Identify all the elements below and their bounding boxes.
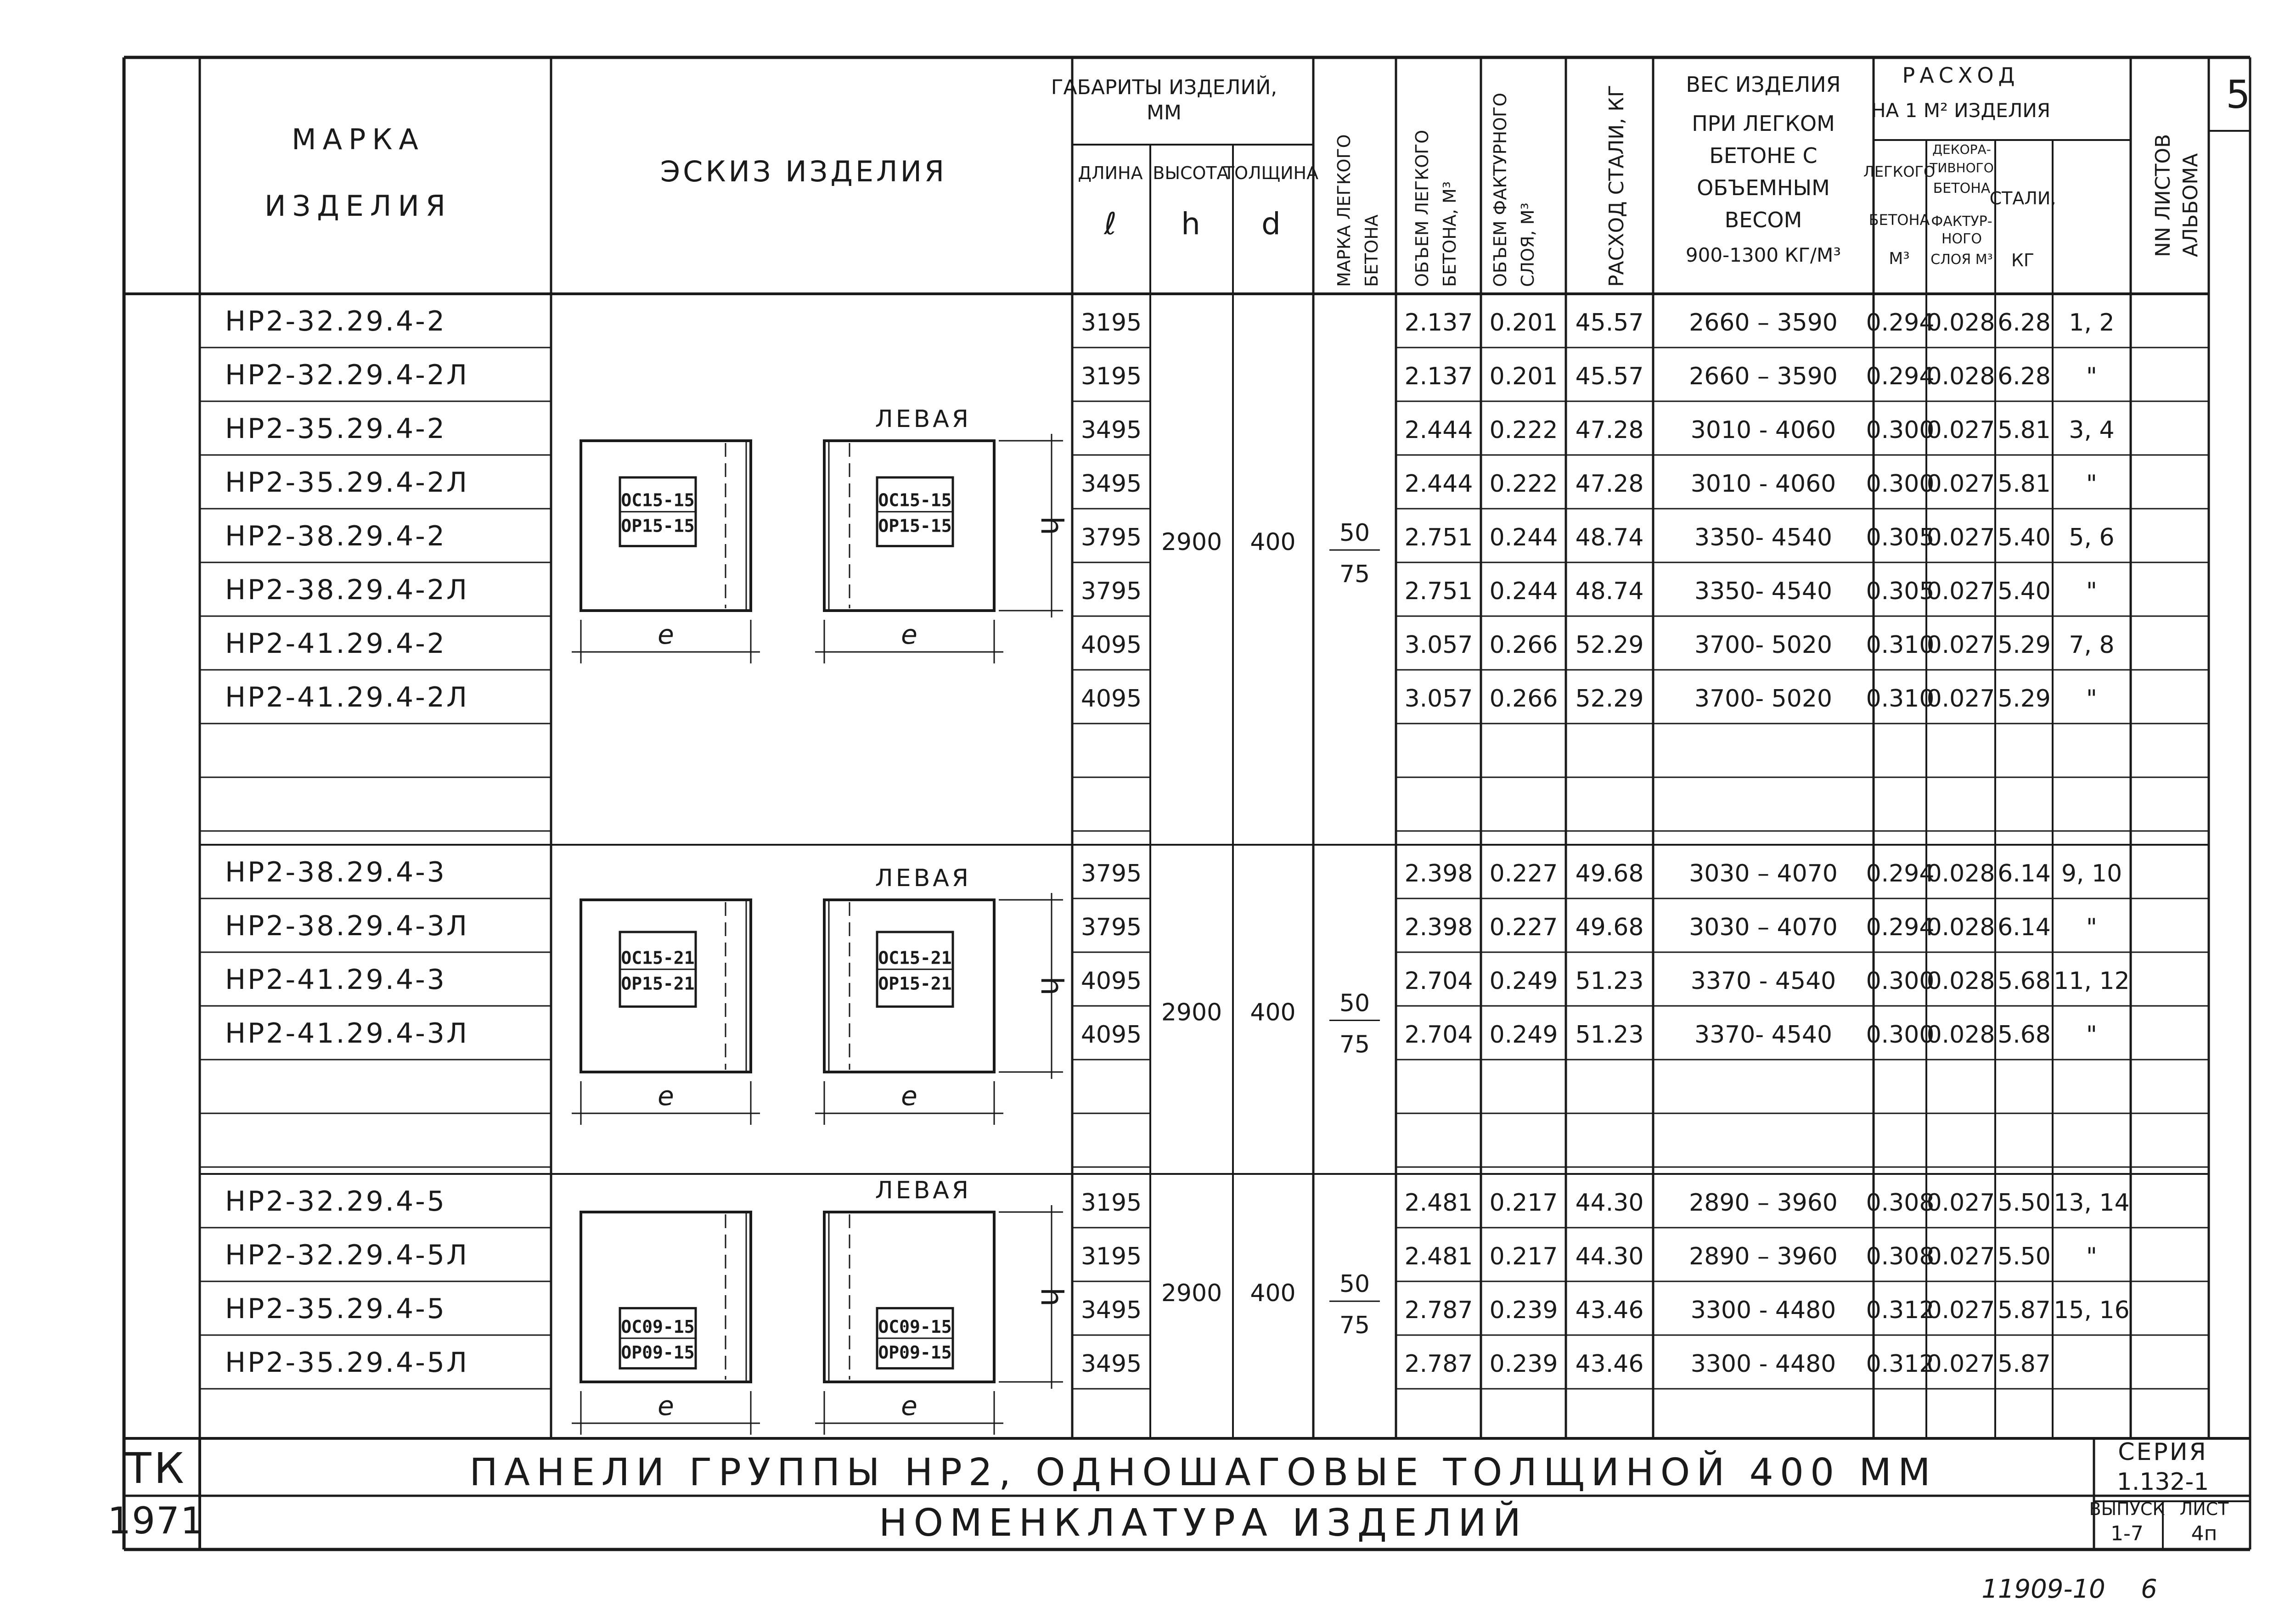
- row-facing-volume: 0.249: [1489, 1021, 1558, 1049]
- header-steel: РАСХОД СТАЛИ, КГ: [1605, 84, 1628, 287]
- table-row: [225, 1347, 2051, 1379]
- row-per-decor: 0.027: [1926, 470, 1995, 498]
- product-sketches: [572, 405, 1069, 1435]
- series-label: СЕРИЯ: [2118, 1438, 2208, 1466]
- row-steel: 44.30: [1575, 1243, 1644, 1270]
- header-grade-line1: МАРКА ЛЕГКОГО: [1334, 134, 1354, 287]
- row-per-light: 0.294: [1866, 309, 1935, 337]
- row-light-volume: 2.444: [1404, 416, 1473, 444]
- table-row: [225, 1239, 2097, 1271]
- row-light-volume: 3.057: [1404, 631, 1473, 659]
- row-length: 3495: [1080, 416, 1142, 444]
- dimension-e-label: e: [901, 1390, 917, 1421]
- group-grade-denominator: 75: [1339, 561, 1370, 588]
- row-per-steel: 5.87: [1998, 1297, 2051, 1324]
- sketch-group: [572, 1177, 1069, 1435]
- row-facing-volume: 0.222: [1489, 470, 1558, 498]
- merged-values: [1161, 519, 1380, 588]
- row-facing-volume: 0.227: [1489, 860, 1558, 887]
- dimension-h-label: h: [1034, 976, 1069, 996]
- row-per-steel: 6.28: [1998, 309, 2051, 337]
- row-light-volume: 2.481: [1404, 1189, 1473, 1217]
- row-per-decor: 0.027: [1926, 685, 1995, 713]
- row-weight: 3350- 4540: [1694, 578, 1832, 605]
- row-length: 3795: [1080, 524, 1142, 551]
- row-weight: 3370 - 4540: [1690, 967, 1836, 995]
- row-length: 4095: [1080, 631, 1142, 659]
- group-height: 2900: [1161, 999, 1222, 1027]
- row-light-volume: 2.398: [1404, 914, 1473, 941]
- row-steel: 48.74: [1575, 524, 1644, 551]
- row-per-steel: 5.68: [1998, 1021, 2051, 1049]
- row-per-decor: 0.028: [1926, 914, 1995, 941]
- row-per-steel: 6.28: [1998, 363, 2051, 390]
- window-mark-top: ОС15-15: [878, 490, 952, 511]
- row-light-volume: 2.398: [1404, 860, 1473, 887]
- row-steel: 47.28: [1575, 470, 1644, 498]
- row-per-light: 0.308: [1866, 1189, 1935, 1217]
- row-per-light: 0.300: [1866, 1021, 1935, 1049]
- row-per-decor: 0.028: [1926, 1021, 1995, 1049]
- group-grade-numerator: 50: [1339, 1270, 1370, 1298]
- row-light-volume: 2.137: [1404, 309, 1473, 337]
- row-weight: 3010 - 4060: [1690, 470, 1836, 498]
- row-per-decor: 0.027: [1926, 1243, 1995, 1270]
- header-per-m2-line1: РАСХОД: [1902, 63, 2020, 88]
- row-light-volume: 2.137: [1404, 363, 1473, 390]
- row-per-light: 0.308: [1866, 1243, 1935, 1270]
- row-mark: НР2-35.29.4-2: [225, 413, 446, 445]
- row-mark: НР2-32.29.4-2: [225, 305, 446, 337]
- document-number: 11909-10: [1981, 1574, 2105, 1604]
- window-mark-top: ОС09-15: [878, 1316, 952, 1337]
- header-per-steel-line1: СТАЛИ,: [1989, 188, 2056, 208]
- header-per-light-line2: БЕТОНА: [1868, 211, 1930, 229]
- row-weight: 3300 - 4480: [1690, 1350, 1836, 1378]
- sketch-group: [572, 405, 1069, 663]
- row-per-decor: 0.028: [1926, 363, 1995, 390]
- header-per-decor-line4: ФАКТУР-: [1931, 213, 1992, 230]
- table-grid: [124, 57, 2250, 1549]
- row-album-sheets: 5, 6: [2069, 524, 2115, 551]
- row-weight: 3030 – 4070: [1689, 914, 1838, 941]
- row-steel: 49.68: [1575, 860, 1644, 887]
- row-steel: 49.68: [1575, 914, 1644, 941]
- row-per-decor: 0.028: [1926, 967, 1995, 995]
- header-weight-line6: 900-1300 КГ/М³: [1685, 244, 1841, 266]
- left-panel-label: ЛЕВАЯ: [875, 864, 971, 892]
- row-per-light: 0.310: [1866, 631, 1935, 659]
- sheet-number: 4п: [2191, 1522, 2217, 1545]
- merged-values: [1161, 990, 1380, 1059]
- header-facing-volume-line1: ОБЪЕМ ФАКТУРНОГО: [1490, 92, 1510, 287]
- row-weight: 2890 – 3960: [1689, 1189, 1838, 1217]
- row-per-light: 0.300: [1866, 416, 1935, 444]
- group-height: 2900: [1161, 528, 1222, 556]
- row-length: 3195: [1080, 1243, 1142, 1270]
- row-album-sheets: ": [2086, 685, 2097, 713]
- row-length: 3795: [1080, 578, 1142, 605]
- header-height-symbol: h: [1181, 206, 1200, 241]
- row-per-decor: 0.027: [1926, 578, 1995, 605]
- row-per-steel: 5.29: [1998, 685, 2051, 713]
- group-grade-numerator: 50: [1339, 519, 1370, 547]
- header-light-volume-line2: БЕТОНА, М³: [1440, 181, 1460, 287]
- row-per-steel: 5.81: [1998, 416, 2051, 444]
- header-thickness-symbol: d: [1261, 206, 1281, 241]
- table-row: [225, 413, 2115, 445]
- panel-left-sketch: [815, 405, 1069, 663]
- header-per-m2-line2: НА 1 М² ИЗДЕЛИЯ: [1871, 99, 2051, 122]
- dimension-h-label: h: [1034, 1287, 1069, 1307]
- dimension-e-label: e: [658, 1390, 674, 1421]
- row-per-light: 0.294: [1866, 363, 1935, 390]
- row-length: 3495: [1080, 1297, 1142, 1324]
- row-light-volume: 2.704: [1404, 967, 1473, 995]
- group-thickness: 400: [1250, 1280, 1296, 1308]
- table-row: [225, 856, 2122, 888]
- dimension-h-label: h: [1034, 516, 1069, 535]
- row-facing-volume: 0.227: [1489, 914, 1558, 941]
- window-mark-bottom: ОР15-21: [621, 973, 695, 994]
- row-mark: НР2-35.29.4-5Л: [225, 1347, 469, 1379]
- window-mark-top: ОС09-15: [621, 1316, 695, 1337]
- panel-right-sketch: [572, 1212, 760, 1435]
- table-body: [225, 305, 2130, 1379]
- row-per-steel: 5.40: [1998, 578, 2051, 605]
- row-album-sheets: 11, 12: [2054, 967, 2130, 995]
- row-length: 3795: [1080, 914, 1142, 941]
- row-steel: 45.57: [1575, 309, 1644, 337]
- row-facing-volume: 0.239: [1489, 1350, 1558, 1378]
- header-weight-line2: ПРИ ЛЕГКОМ: [1692, 111, 1835, 136]
- window-mark-bottom: ОР15-15: [878, 516, 952, 536]
- row-weight: 3700- 5020: [1694, 631, 1832, 659]
- row-length: 3495: [1080, 1350, 1142, 1378]
- row-album-sheets: ": [2086, 914, 2097, 941]
- row-per-light: 0.300: [1866, 967, 1935, 995]
- table-row: [225, 574, 2097, 606]
- issue-number: 1-7: [2110, 1522, 2144, 1545]
- row-per-steel: 6.14: [1998, 914, 2051, 941]
- row-facing-volume: 0.239: [1489, 1297, 1558, 1324]
- row-album-sheets: 3, 4: [2069, 416, 2115, 444]
- header-weight-line5: ВЕСОМ: [1724, 208, 1802, 232]
- row-facing-volume: 0.217: [1489, 1243, 1558, 1270]
- row-facing-volume: 0.201: [1489, 309, 1558, 337]
- row-weight: 2660 – 3590: [1689, 309, 1838, 337]
- merged-group-values: [1161, 519, 1380, 1339]
- header-album-line2: АЛЬБОМА: [2179, 153, 2202, 257]
- header-weight-line4: ОБЪЕМНЫМ: [1697, 175, 1830, 200]
- row-per-decor: 0.027: [1926, 1297, 1995, 1324]
- window-mark-bottom: ОР09-15: [878, 1342, 952, 1363]
- header-per-steel-line2: КГ: [2011, 250, 2035, 270]
- row-length: 3195: [1080, 363, 1142, 390]
- row-per-steel: 6.14: [1998, 860, 2051, 887]
- row-weight: 2890 – 3960: [1689, 1243, 1838, 1270]
- row-album-sheets: 1, 2: [2069, 309, 2115, 337]
- row-mark: НР2-35.29.4-2Л: [225, 466, 469, 499]
- header-per-decor-line1: ДЕКОРА-: [1932, 142, 1991, 157]
- row-weight: 3350- 4540: [1694, 524, 1832, 551]
- header-dims-line1: ГАБАРИТЫ ИЗДЕЛИЙ,: [1051, 76, 1277, 99]
- row-steel: 43.46: [1575, 1297, 1644, 1324]
- table-row: [225, 466, 2097, 499]
- stamp-tk: ТК: [125, 1444, 187, 1493]
- window-mark-bottom: ОР15-21: [878, 973, 952, 994]
- table-row: [225, 910, 2097, 942]
- row-steel: 44.30: [1575, 1189, 1644, 1217]
- row-mark: НР2-32.29.4-5Л: [225, 1239, 469, 1271]
- row-light-volume: 2.787: [1404, 1297, 1473, 1324]
- panel-right-sketch: [572, 441, 760, 663]
- row-per-decor: 0.028: [1926, 860, 1995, 887]
- group-height: 2900: [1161, 1280, 1222, 1308]
- dimension-e-label: e: [658, 1080, 674, 1111]
- row-length: 3195: [1080, 309, 1142, 337]
- page-serial: 6: [2141, 1574, 2157, 1604]
- row-steel: 43.46: [1575, 1350, 1644, 1378]
- panel-left-sketch: [815, 1177, 1069, 1435]
- header-mark-line2: ИЗДЕЛИЯ: [264, 189, 452, 223]
- row-length: 4095: [1080, 1021, 1142, 1049]
- sheet-title-line1: ПАНЕЛИ ГРУППЫ НР2, ОДНОШАГОВЫЕ ТОЛЩИНОЙ 400 ММ: [469, 1451, 1937, 1494]
- row-weight: 3300 - 4480: [1690, 1297, 1836, 1324]
- row-light-volume: 2.704: [1404, 1021, 1473, 1049]
- row-light-volume: 2.751: [1404, 524, 1473, 551]
- row-per-decor: 0.027: [1926, 631, 1995, 659]
- window-mark-bottom: ОР15-15: [621, 516, 695, 536]
- row-steel: 51.23: [1575, 1021, 1644, 1049]
- header-per-light-line1: ЛЕГКОГО: [1863, 163, 1936, 180]
- row-weight: 3010 - 4060: [1690, 416, 1836, 444]
- dimension-e-label: e: [901, 619, 917, 650]
- row-per-light: 0.305: [1866, 524, 1935, 551]
- row-album-sheets: 13, 14: [2054, 1189, 2130, 1217]
- header-per-decor-line5: НОГО: [1941, 231, 1982, 247]
- row-mark: НР2-35.29.4-5: [225, 1293, 446, 1325]
- group-grade-numerator: 50: [1339, 989, 1370, 1017]
- header-grade-line2: БЕТОНА: [1362, 214, 1382, 287]
- header-per-light-line3: М³: [1889, 249, 1910, 268]
- group-grade-denominator: 75: [1339, 1031, 1370, 1059]
- window-mark-top: ОС15-21: [878, 948, 952, 968]
- row-mark: НР2-41.29.4-2: [225, 628, 446, 660]
- row-per-light: 0.312: [1866, 1297, 1935, 1324]
- row-light-volume: 2.444: [1404, 470, 1473, 498]
- sheet-title-line2: НОМЕНКЛАТУРА ИЗДЕЛИЙ: [878, 1501, 1528, 1545]
- row-steel: 52.29: [1575, 631, 1644, 659]
- header-facing-volume-line2: СЛОЯ, М³: [1518, 202, 1538, 287]
- row-per-light: 0.305: [1866, 578, 1935, 605]
- row-per-steel: 5.50: [1998, 1243, 2051, 1270]
- row-album-sheets: 7, 8: [2069, 631, 2115, 659]
- header-thickness: ТОЛЩИНА: [1223, 163, 1319, 183]
- row-album-sheets: ": [2086, 1243, 2097, 1270]
- row-per-decor: 0.027: [1926, 1189, 1995, 1217]
- header-dims-line2: ММ: [1147, 101, 1182, 124]
- row-weight: 3030 – 4070: [1689, 860, 1838, 887]
- row-per-steel: 5.40: [1998, 524, 2051, 551]
- row-facing-volume: 0.222: [1489, 416, 1558, 444]
- group-thickness: 400: [1250, 528, 1296, 556]
- table-row: [225, 628, 2115, 660]
- row-steel: 47.28: [1575, 416, 1644, 444]
- row-facing-volume: 0.266: [1489, 685, 1558, 713]
- header-weight-line1: ВЕС ИЗДЕЛИЯ: [1686, 72, 1841, 97]
- row-steel: 52.29: [1575, 685, 1644, 713]
- header-weight-line3: БЕТОНЕ С: [1709, 143, 1818, 168]
- merged-values: [1161, 1270, 1380, 1339]
- row-per-light: 0.294: [1866, 914, 1935, 941]
- row-light-volume: 2.787: [1404, 1350, 1473, 1378]
- group-thickness: 400: [1250, 999, 1296, 1027]
- sheet-label: ЛИСТ: [2179, 1499, 2229, 1519]
- row-facing-volume: 0.244: [1489, 524, 1558, 551]
- group-grade-denominator: 75: [1339, 1312, 1370, 1340]
- page-number: 5: [2226, 72, 2256, 117]
- row-facing-volume: 0.266: [1489, 631, 1558, 659]
- header-per-decor-line2: ТИВНОГО: [1930, 160, 1994, 175]
- row-per-steel: 5.87: [1998, 1350, 2051, 1378]
- row-length: 4095: [1080, 685, 1142, 713]
- row-mark: НР2-41.29.4-3Л: [225, 1017, 469, 1050]
- row-length: 3795: [1080, 860, 1142, 887]
- left-panel-label: ЛЕВАЯ: [875, 405, 971, 433]
- row-facing-volume: 0.249: [1489, 967, 1558, 995]
- row-per-steel: 5.50: [1998, 1189, 2051, 1217]
- row-mark: НР2-38.29.4-3: [225, 856, 446, 888]
- row-mark: НР2-38.29.4-2Л: [225, 574, 469, 606]
- row-light-volume: 2.481: [1404, 1243, 1473, 1270]
- row-weight: 2660 – 3590: [1689, 363, 1838, 390]
- row-steel: 48.74: [1575, 578, 1644, 605]
- table-row: [225, 1185, 2130, 1218]
- left-panel-label: ЛЕВАЯ: [875, 1177, 971, 1204]
- row-per-decor: 0.027: [1926, 1350, 1995, 1378]
- row-steel: 45.57: [1575, 363, 1644, 390]
- header-per-decor-line3: БЕТОНА: [1933, 180, 1991, 196]
- row-album-sheets: ": [2086, 363, 2097, 390]
- stamp-year: 1971: [107, 1499, 205, 1542]
- row-per-decor: 0.028: [1926, 309, 1995, 337]
- row-per-light: 0.312: [1866, 1350, 1935, 1378]
- row-facing-volume: 0.201: [1489, 363, 1558, 390]
- header-mark-line1: МАРКА: [292, 123, 425, 156]
- window-mark-top: ОС15-21: [621, 948, 695, 968]
- row-album-sheets: ": [2086, 1021, 2097, 1049]
- header-length: ДЛИНА: [1078, 163, 1143, 183]
- header-sketch: ЭСКИЗ ИЗДЕЛИЯ: [660, 155, 947, 188]
- row-length: 3195: [1080, 1189, 1142, 1217]
- row-per-steel: 5.29: [1998, 631, 2051, 659]
- row-per-light: 0.294: [1866, 860, 1935, 887]
- row-mark: НР2-41.29.4-2Л: [225, 681, 469, 713]
- row-light-volume: 3.057: [1404, 685, 1473, 713]
- row-facing-volume: 0.244: [1489, 578, 1558, 605]
- header-album-line1: NN ЛИСТОВ: [2151, 134, 2175, 257]
- row-mark: НР2-32.29.4-2Л: [225, 359, 469, 391]
- row-mark: НР2-41.29.4-3: [225, 964, 446, 996]
- row-album-sheets: ": [2086, 470, 2097, 498]
- issue-label: ВЫПУСК: [2089, 1499, 2165, 1519]
- table-row: [225, 964, 2130, 996]
- row-mark: НР2-38.29.4-3Л: [225, 910, 469, 942]
- row-per-decor: 0.027: [1926, 416, 1995, 444]
- row-facing-volume: 0.217: [1489, 1189, 1558, 1217]
- table-row: [225, 359, 2097, 391]
- table-row: [225, 305, 2115, 337]
- panel-right-sketch: [572, 900, 760, 1125]
- row-mark: НР2-38.29.4-2: [225, 520, 446, 552]
- panel-left-sketch: [815, 864, 1069, 1125]
- row-album-sheets: ": [2086, 578, 2097, 605]
- title-block: [107, 1438, 2229, 1604]
- row-album-sheets: 9, 10: [2061, 860, 2122, 887]
- header-height: ВЫСОТА: [1153, 163, 1229, 183]
- row-light-volume: 2.751: [1404, 578, 1473, 605]
- row-length: 4095: [1080, 967, 1142, 995]
- row-length: 3495: [1080, 470, 1142, 498]
- dimension-e-label: e: [901, 1080, 917, 1111]
- sketch-group: [572, 864, 1069, 1125]
- row-weight: 3370- 4540: [1694, 1021, 1832, 1049]
- window-mark-top: ОС15-15: [621, 490, 695, 511]
- row-per-steel: 5.81: [1998, 470, 2051, 498]
- row-per-decor: 0.027: [1926, 524, 1995, 551]
- table-row: [225, 681, 2097, 713]
- window-mark-bottom: ОР09-15: [621, 1342, 695, 1363]
- row-steel: 51.23: [1575, 967, 1644, 995]
- row-per-light: 0.300: [1866, 470, 1935, 498]
- header-light-volume-line1: ОБЪЕМ ЛЕГКОГО: [1412, 129, 1432, 287]
- row-per-light: 0.310: [1866, 685, 1935, 713]
- row-mark: НР2-32.29.4-5: [225, 1185, 446, 1218]
- row-per-steel: 5.68: [1998, 967, 2051, 995]
- row-album-sheets: 15, 16: [2054, 1297, 2130, 1324]
- header-length-symbol: ℓ: [1104, 206, 1117, 241]
- row-weight: 3700- 5020: [1694, 685, 1832, 713]
- header-per-decor-line6: СЛОЯ М³: [1930, 252, 1993, 268]
- dimension-e-label: e: [658, 619, 674, 650]
- series-number: 1.132-1: [2116, 1468, 2209, 1496]
